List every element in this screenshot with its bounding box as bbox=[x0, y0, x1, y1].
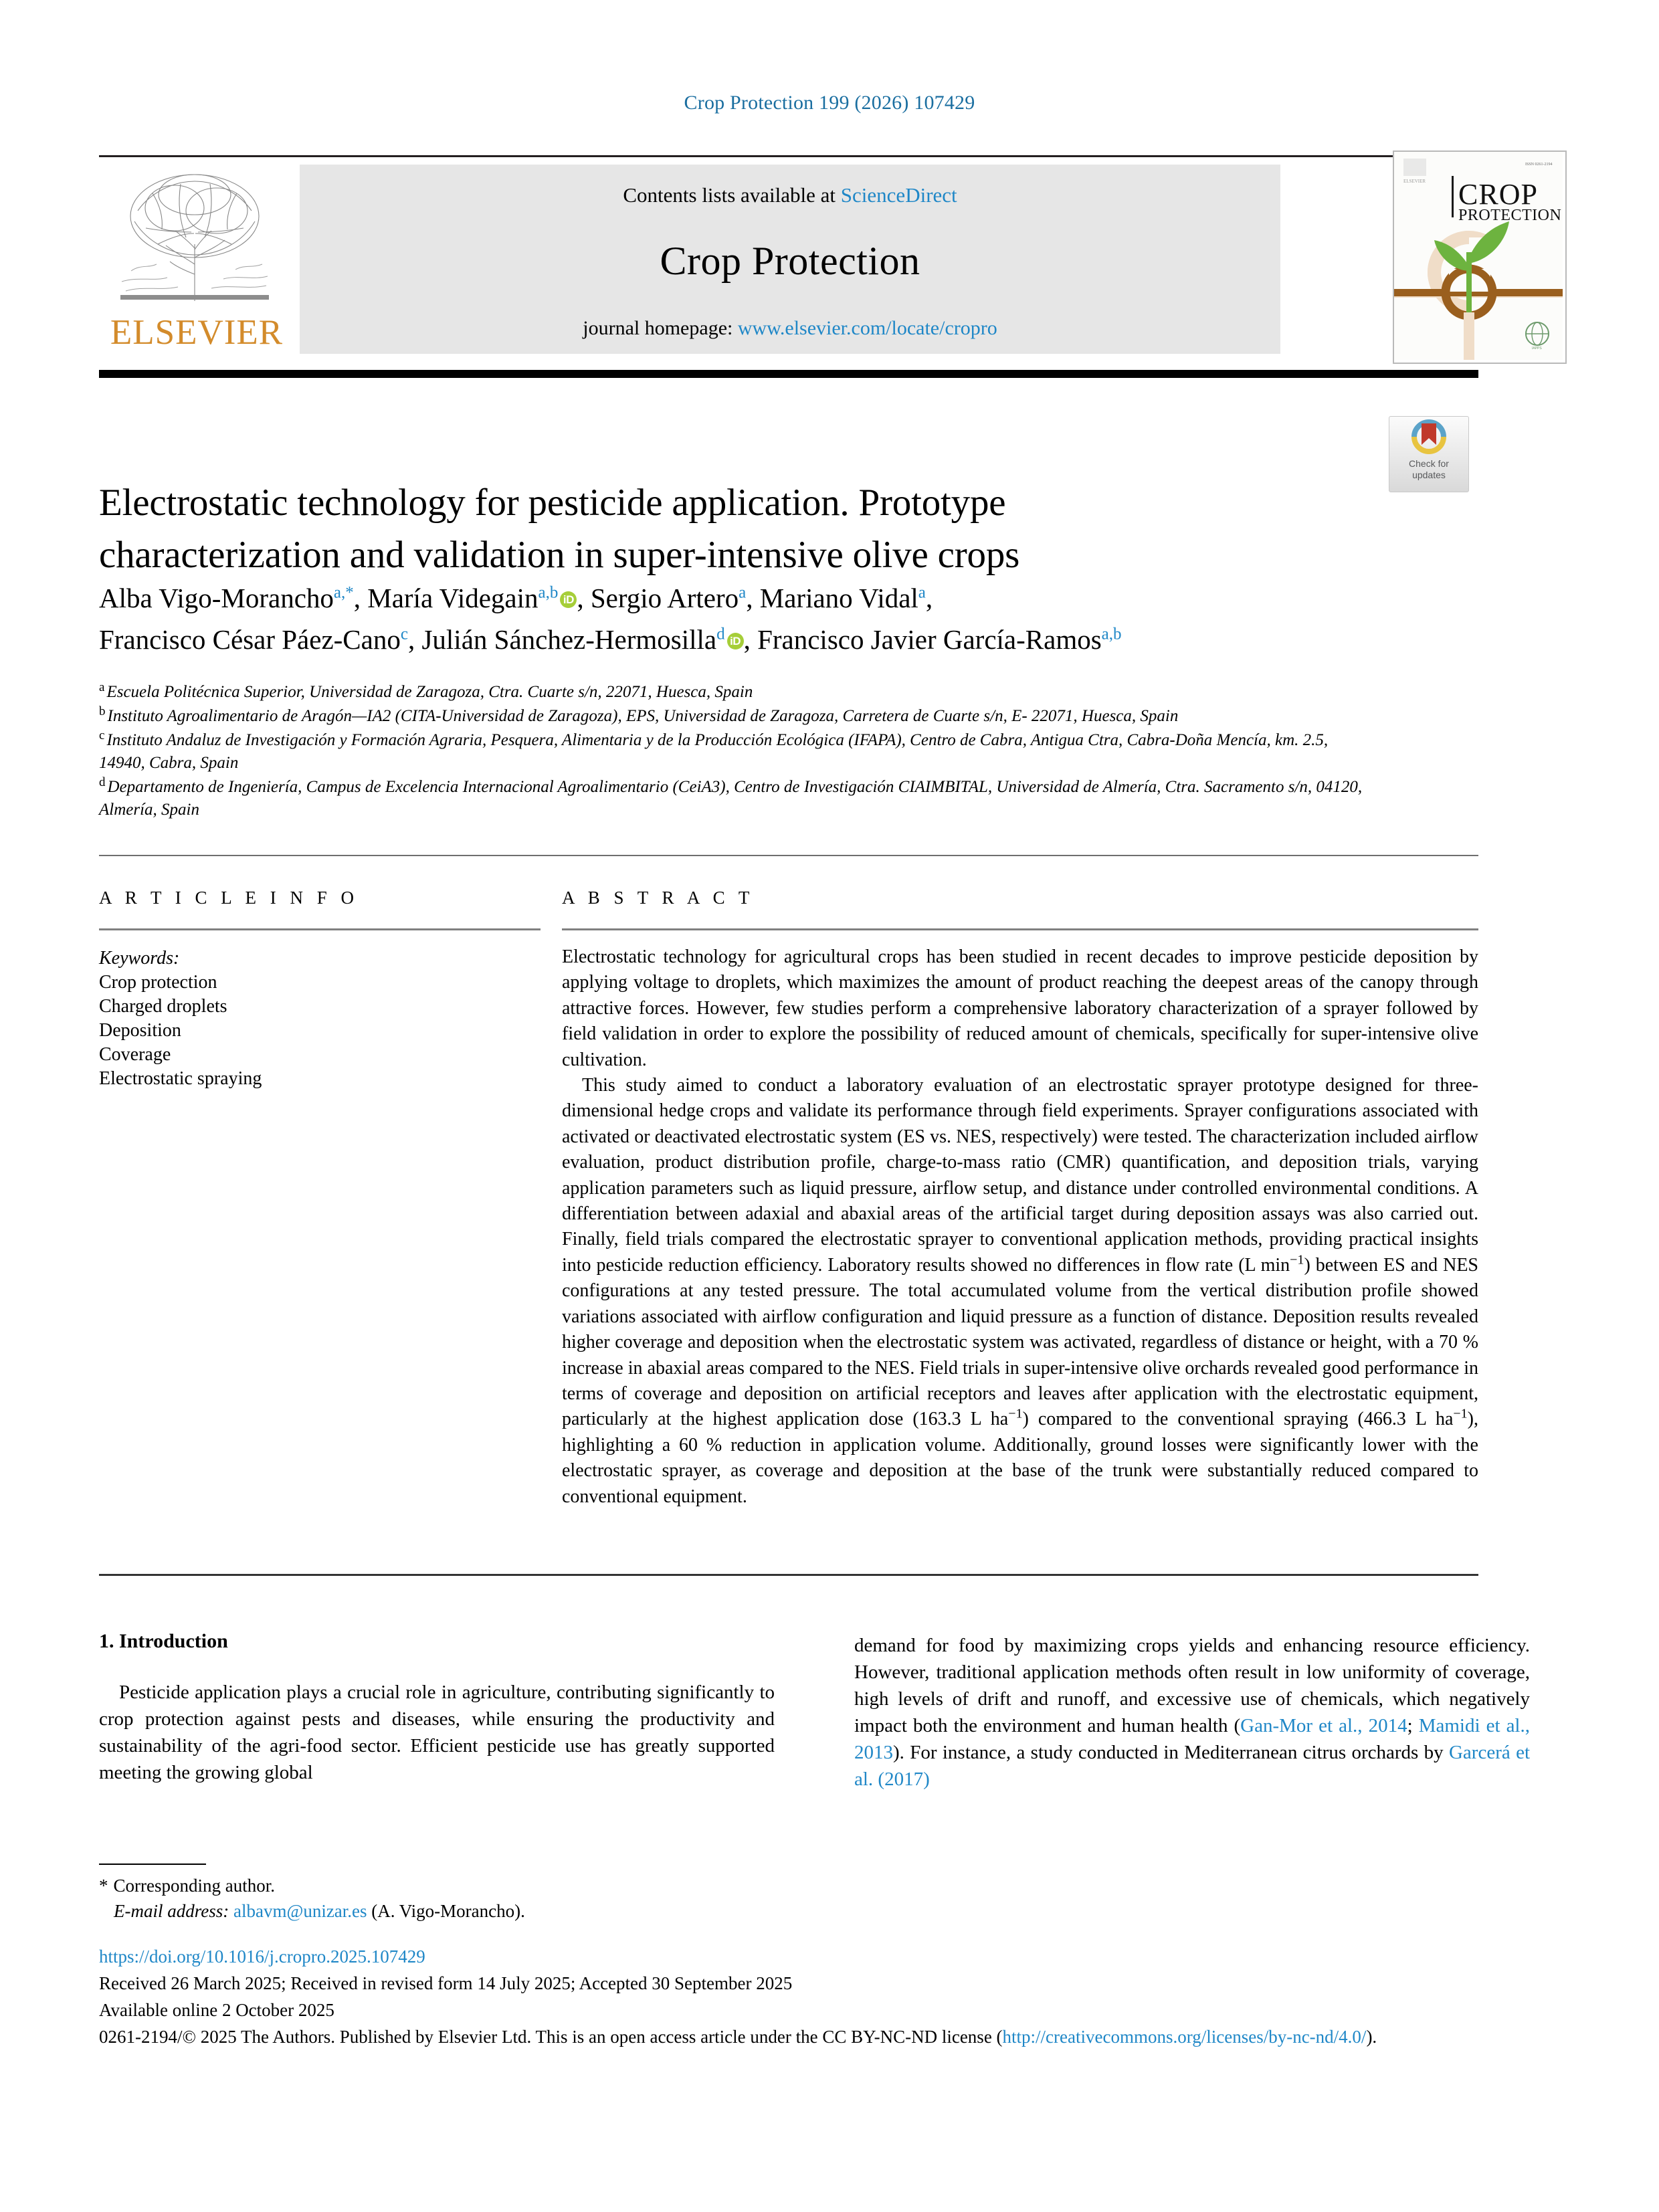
author-name[interactable]: María Videgain bbox=[367, 583, 539, 613]
publication-info-block bbox=[99, 1943, 1478, 2050]
keyword-item: Crop protection bbox=[99, 972, 217, 993]
affiliation-text: Escuela Politécnica Superior, Universidad de Zaragoza, Ctra. Cuarte s/n, 22071, Huesca, Spain bbox=[106, 683, 753, 701]
body-column-left bbox=[99, 1679, 775, 1786]
svg-text:ISSN 0261-2194: ISSN 0261-2194 bbox=[1525, 163, 1553, 167]
corresponding-author-line bbox=[99, 1873, 781, 1898]
copyright-line bbox=[99, 2023, 1478, 2050]
contents-lists-line bbox=[300, 183, 1280, 207]
email-link[interactable]: albavm@unizar.es bbox=[233, 1901, 367, 1921]
author-affil-marker: a,b bbox=[1101, 625, 1122, 643]
body-paragraph bbox=[854, 1632, 1530, 1793]
journal-cover-thumbnail bbox=[1393, 150, 1567, 364]
footnote-rule bbox=[99, 1864, 206, 1865]
elsevier-tree-icon bbox=[111, 164, 278, 308]
license-link[interactable]: http://creativecommons.org/licenses/by-nc-nd/4.0/ bbox=[1002, 2027, 1367, 2047]
author-affil-marker: a bbox=[739, 583, 747, 602]
abstract-superscript: −1 bbox=[1453, 1406, 1468, 1421]
article-info-top-rule bbox=[99, 855, 1478, 856]
abstract-paragraph: Electrostatic technology for agricultural crops has been studied in recent decades to improve pesticide deposition by applying voltage to droplets, which maximizes the amount of product reaching the deepest areas of the canopy through attractive forces. However, few studies perform a comprehensive laboratory characterization of a sprayer followed by field validation in order to explore the possibility of reduced amount of chemicals, specifically for super-intensive olive cultivation. bbox=[562, 946, 1478, 1070]
abstract-superscript: −1 bbox=[1008, 1406, 1023, 1421]
orcid-icon[interactable]: iD bbox=[560, 591, 577, 608]
keyword-item: Charged droplets bbox=[99, 996, 227, 1017]
citation-link[interactable]: Mamidi et al., 2013 bbox=[854, 1715, 1530, 1763]
elsevier-wordmark: ELSEVIER bbox=[110, 313, 284, 352]
abstract-heading: A B S T R A C T bbox=[562, 888, 755, 908]
body-text-c: ). For instance, a study conducted in Mediterranean citrus orchards by bbox=[893, 1742, 1449, 1763]
body-paragraph: Pesticide application plays a crucial role in agriculture, contributing significantly to crop protection against pests and diseases, while ensuring the productivity and sustainability of the agri-food sector. Efficient pesticide use has greatly supported meeting the growing global bbox=[99, 1682, 775, 1783]
author-list: Alba Vigo-Morancho$^{a,*}$, María Videgain$^{a,b}$ iD , Sergio Artero$^a$, Mariano Vidal$^a$, Francisco César Páez-Cano$^c$, Julián Sánchez-Hermosilla$^d$ iD , Francisco Javier García-Ramos$^{a,b}$ bbox=[99, 583, 1122, 655]
journal-homepage-link[interactable]: www.elsevier.com/locate/cropro bbox=[737, 317, 997, 339]
sciencedirect-link[interactable]: ScienceDirect bbox=[840, 183, 957, 207]
crossmark-line2: updates bbox=[1412, 470, 1446, 480]
masthead-top-rule bbox=[99, 155, 1478, 157]
journal-title: Crop Protection bbox=[660, 239, 920, 283]
affiliation-marker: c bbox=[99, 728, 105, 742]
email-label: E-mail address: bbox=[114, 1901, 229, 1921]
doi-link[interactable]: https://doi.org/10.1016/j.cropro.2025.107429 bbox=[99, 1946, 425, 1967]
body-column-right bbox=[854, 1632, 1530, 1793]
abstract-paragraph bbox=[562, 1073, 1478, 1510]
svg-text:CROP: CROP bbox=[1458, 178, 1538, 211]
affiliation-marker: b bbox=[99, 704, 106, 718]
affiliation-item bbox=[99, 705, 1370, 728]
author-name[interactable]: Mariano Vidal bbox=[759, 583, 918, 613]
footnote-block bbox=[99, 1873, 781, 1924]
received-dates: Received 26 March 2025; Received in revised form 14 July 2025; Accepted 30 September 2025 bbox=[99, 1973, 793, 1993]
journal-homepage-line bbox=[300, 317, 1280, 340]
check-for-updates-badge[interactable] bbox=[1389, 416, 1469, 492]
affiliation-list bbox=[99, 681, 1370, 823]
author-name[interactable]: Francisco César Páez-Cano bbox=[99, 624, 401, 655]
article-info-underline bbox=[99, 928, 541, 930]
abstract-block bbox=[562, 944, 1478, 1510]
masthead-banner bbox=[300, 165, 1280, 354]
citation-link[interactable]: Gan-Mor et al., 2014 bbox=[1240, 1715, 1407, 1736]
journal-masthead bbox=[99, 163, 1562, 360]
crossmark-line1: Check for bbox=[1409, 458, 1449, 469]
affiliation-text: Instituto Andaluz de Investigación y Formación Agraria, Pesquera, Alimentaria y de la Producción Ecológica (IFAPA), Centro de Cabra, Antigua Ctra, Cabra-Doña Mencía, km. 2.5, 14940, Cabra, Spain bbox=[99, 731, 1329, 772]
copyright-text-b: ). bbox=[1366, 2027, 1377, 2047]
svg-text:ELSEVIER: ELSEVIER bbox=[1403, 179, 1426, 184]
affiliation-item bbox=[99, 776, 1370, 821]
running-head: Crop Protection 199 (2026) 107429 bbox=[684, 92, 975, 114]
crossmark-label bbox=[1389, 458, 1468, 481]
copyright-text-a: 0261-2194/© 2025 The Authors. Published by Elsevier Ltd. This is an open access article under the CC BY-NC-ND license ( bbox=[99, 2027, 1003, 2047]
author-name[interactable]: Julián Sánchez-Hermosilla bbox=[421, 624, 717, 655]
abstract-text-c: ) compared to the conventional spraying (466.3 L ha bbox=[1022, 1409, 1454, 1430]
available-online-date: Available online 2 October 2025 bbox=[99, 2000, 334, 2020]
author-name[interactable]: Sergio Artero bbox=[590, 583, 739, 613]
abstract-underline bbox=[562, 928, 1478, 930]
affiliation-marker: a bbox=[99, 680, 105, 694]
author-affil-marker: c bbox=[400, 625, 408, 643]
keyword-item: Deposition bbox=[99, 1020, 181, 1041]
email-line bbox=[99, 1898, 781, 1924]
affiliation-item bbox=[99, 729, 1370, 775]
page-title: Electrostatic technology for pesticide application. Prototype characterization and validation in super-intensive olive crops bbox=[99, 482, 1020, 577]
abstract-text-b: ) between ES and NES configurations at any tested pressure. The total accumulated volume from the vertical distribution profile showed variations associated with airflow configuration and liquid pressure as a function of distance. Deposition results revealed higher coverage and deposition when the electrostatic system was activated, regardless of distance or height, with a 70 % increase in abaxial areas compared to the NES. Field trials in super-intensive olive orchards revealed good performance in terms of coverage and deposition on artificial receptors and leaves after application with the electrostatic equipment, particularly at the highest application dose (163.3 L ha bbox=[562, 1254, 1478, 1430]
keyword-item: Electrostatic spraying bbox=[99, 1068, 262, 1089]
author-affil-marker: d bbox=[716, 625, 725, 643]
corresponding-author-marker: * bbox=[99, 1876, 108, 1896]
section-heading-introduction: 1. Introduction bbox=[99, 1630, 228, 1652]
svg-text:IAPPS: IAPPS bbox=[1532, 346, 1542, 350]
email-suffix: (A. Vigo-Morancho). bbox=[371, 1901, 525, 1921]
crossmark-icon bbox=[1389, 417, 1468, 458]
contents-lists-prefix: Contents lists available at bbox=[623, 183, 841, 207]
affiliation-marker: d bbox=[99, 775, 106, 789]
body-text-a: demand for food by maximizing crops yields and enhancing resource efficiency. However, traditional application methods often result in low uniformity of coverage, high levels of drift and runoff, and excessive use of chemicals, which negatively impact both the environment and human health ( bbox=[854, 1635, 1530, 1736]
keywords-label: Keywords: bbox=[99, 948, 180, 969]
article-info-heading: A R T I C L E I N F O bbox=[99, 888, 359, 908]
masthead-bottom-rule bbox=[99, 370, 1478, 378]
affiliation-item bbox=[99, 681, 1370, 704]
author-name[interactable]: Francisco Javier García-Ramos bbox=[757, 624, 1102, 655]
orcid-icon[interactable]: iD bbox=[727, 633, 744, 649]
body-text-b: ; bbox=[1407, 1715, 1419, 1736]
svg-text:PROTECTION: PROTECTION bbox=[1458, 207, 1562, 224]
abstract-superscript: −1 bbox=[1290, 1252, 1304, 1268]
affiliation-text: Instituto Agroalimentario de Aragón—IA2 (CITA-Universidad de Zaragoza), EPS, Universidad de Zaragoza, Carretera de Cuarte s/n, E- 22071, Huesca, Spain bbox=[107, 707, 1179, 725]
author-affil-marker: a bbox=[918, 583, 926, 602]
citation-link[interactable]: Garcerá et al. (2017) bbox=[854, 1742, 1530, 1790]
elsevier-logo bbox=[99, 163, 293, 360]
abstract-text-d: ), highlighting a 60 % reduction in application volume. Additionally, ground losses were significantly lower with the electrostatic sprayer, as coverage and deposition at the base of the trunk were substantially reduced compared to conventional equipment. bbox=[562, 1409, 1478, 1507]
abstract-bottom-rule bbox=[99, 1574, 1478, 1576]
author-affil-marker: a,b bbox=[538, 583, 559, 602]
affiliation-text: Departamento de Ingeniería, Campus de Excelencia Internacional Agroalimentario (CeiA3), Centro de Investigación CIAIMBITAL, Universidad de Almería, Ctra. Sacramento s/n, 04120, Almería, Spain bbox=[99, 778, 1363, 819]
abstract-text-a: This study aimed to conduct a laboratory evaluation of an electrostatic sprayer prototype designed for three-dimensional hedge crops and validate its performance through field experiments. Sprayer configurations associated with activated or deactivated electrostatic system (ES vs. NES, respectively) were tested. The characterization included airflow evaluation, product distribution profile, charge-to-mass ratio (CMR) quantification, and deposition trials, varying application parameters such as liquid pressure, airflow setup, and distance under controlled environmental conditions. A differentiation between adaxial and abaxial areas of the artificial target during deposition assays was also carried out. Finally, field trials compared the electrostatic sprayer to conventional application methods, providing practical insights into pesticide reduction efficiency. Laboratory results showed no differences in flow rate (L min bbox=[562, 1075, 1478, 1276]
author-affil-marker: a,* bbox=[333, 583, 354, 602]
homepage-prefix: journal homepage: bbox=[583, 317, 738, 339]
keywords-block bbox=[99, 946, 527, 1091]
keyword-item: Coverage bbox=[99, 1044, 171, 1065]
author-name[interactable]: Alba Vigo-Morancho bbox=[99, 583, 334, 613]
corresponding-author-text: Corresponding author. bbox=[113, 1876, 275, 1896]
